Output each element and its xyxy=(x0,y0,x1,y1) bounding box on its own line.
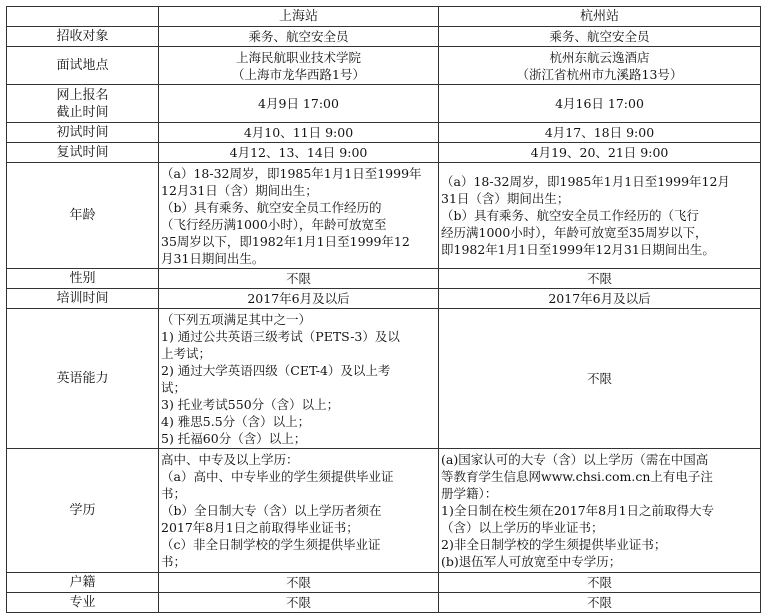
training-label: 培训时间 xyxy=(7,289,159,309)
row-age xyxy=(7,163,761,269)
first-round-hangzhou: 4月17、18日 9:00 xyxy=(439,123,761,143)
venue-shanghai: 上海民航职业技术学院 （上海市龙华西路1号） xyxy=(159,47,439,85)
row-major xyxy=(7,593,761,613)
header-shanghai: 上海站 xyxy=(159,7,439,27)
hukou-hangzhou: 不限 xyxy=(439,573,761,593)
education-shanghai: 高中、中专及以上学历： （a）高中、中专毕业的学生须提供毕业证 书； （b）全日制大专（含）以上学历者须在 2017年8月1日之前取得毕业证书； （c）非全日制学校的学生须提供毕业证 书； xyxy=(159,449,439,573)
deadline-label: 网上报名 截止时间 xyxy=(7,85,159,123)
education-label: 学历 xyxy=(7,449,159,573)
row-training xyxy=(7,289,761,309)
second-round-hangzhou: 4月19、20、21日 9:00 xyxy=(439,143,761,163)
hukou-label: 户籍 xyxy=(7,573,159,593)
second-round-label: 复试时间 xyxy=(7,143,159,163)
deadline-shanghai: 4月9日 17:00 xyxy=(159,85,439,123)
age-label: 年龄 xyxy=(7,163,159,269)
recruitment-table xyxy=(6,6,761,613)
major-hangzhou: 不限 xyxy=(439,593,761,613)
education-hangzhou: (a)国家认可的大专（含）以上学历（需在中国高 等教育学生信息网www.chsi.com.cn上有电子注 册学籍）： 1)全日制在校生须在2017年8月1日之前取得大专 （含）以上学历的毕业证书； 2)非全日制学校的学生须提供毕业证书； (b)退伍军人可放宽至中专学历； xyxy=(439,449,761,573)
venue-hangzhou: 杭州东航云逸酒店 （浙江省杭州市九溪路13号） xyxy=(439,47,761,85)
deadline-hangzhou: 4月16日 17:00 xyxy=(439,85,761,123)
row-gender xyxy=(7,269,761,289)
row-target xyxy=(7,27,761,47)
header-blank-cell xyxy=(7,7,159,27)
target-shanghai: 乘务、航空安全员 xyxy=(159,27,439,47)
row-second-round xyxy=(7,143,761,163)
age-hangzhou: （a）18-32周岁，即1985年1月1日至1999年12月 31日（含）期间出生； （b）具有乘务、航空安全员工作经历的（飞行 经历满1000小时），年龄可放宽至35周岁以下， 即1982年1月1日至1999年12月31日期间出生。 xyxy=(439,163,761,269)
gender-label: 性别 xyxy=(7,269,159,289)
training-shanghai: 2017年6月及以后 xyxy=(159,289,439,309)
gender-shanghai: 不限 xyxy=(159,269,439,289)
major-label: 专业 xyxy=(7,593,159,613)
training-hangzhou: 2017年6月及以后 xyxy=(439,289,761,309)
row-hukou xyxy=(7,573,761,593)
first-round-shanghai: 4月10、11日 9:00 xyxy=(159,123,439,143)
header-hangzhou: 杭州站 xyxy=(439,7,761,27)
second-round-shanghai: 4月12、13、14日 9:00 xyxy=(159,143,439,163)
target-hangzhou: 乘务、航空安全员 xyxy=(439,27,761,47)
english-shanghai: （下列五项满足其中之一） 1) 通过公共英语三级考试（PETS-3）及以 上考试； 2) 通过大学英语四级（CET-4）及以上考 试； 3) 托业考试550分（含）以上； 4) 雅思5.5分（含）以上； 5) 托福60分（含）以上； xyxy=(159,309,439,449)
row-education xyxy=(7,449,761,573)
row-first-round xyxy=(7,123,761,143)
row-deadline xyxy=(7,85,761,123)
row-venue xyxy=(7,47,761,85)
major-shanghai: 不限 xyxy=(159,593,439,613)
gender-hangzhou: 不限 xyxy=(439,269,761,289)
row-english xyxy=(7,309,761,449)
age-shanghai: （a）18-32周岁，即1985年1月1日至1999年 12月31日（含）期间出生； （b）具有乘务、航空安全员工作经历的 （飞行经历满1000小时），年龄可放宽至 35周岁以下，即1982年1月1日至1999年12 月31日期间出生。 xyxy=(159,163,439,269)
hukou-shanghai: 不限 xyxy=(159,573,439,593)
english-hangzhou: 不限 xyxy=(439,309,761,449)
target-label: 招收对象 xyxy=(7,27,159,47)
first-round-label: 初试时间 xyxy=(7,123,159,143)
header-row xyxy=(7,7,761,27)
venue-label: 面试地点 xyxy=(7,47,159,85)
english-label: 英语能力 xyxy=(7,309,159,449)
